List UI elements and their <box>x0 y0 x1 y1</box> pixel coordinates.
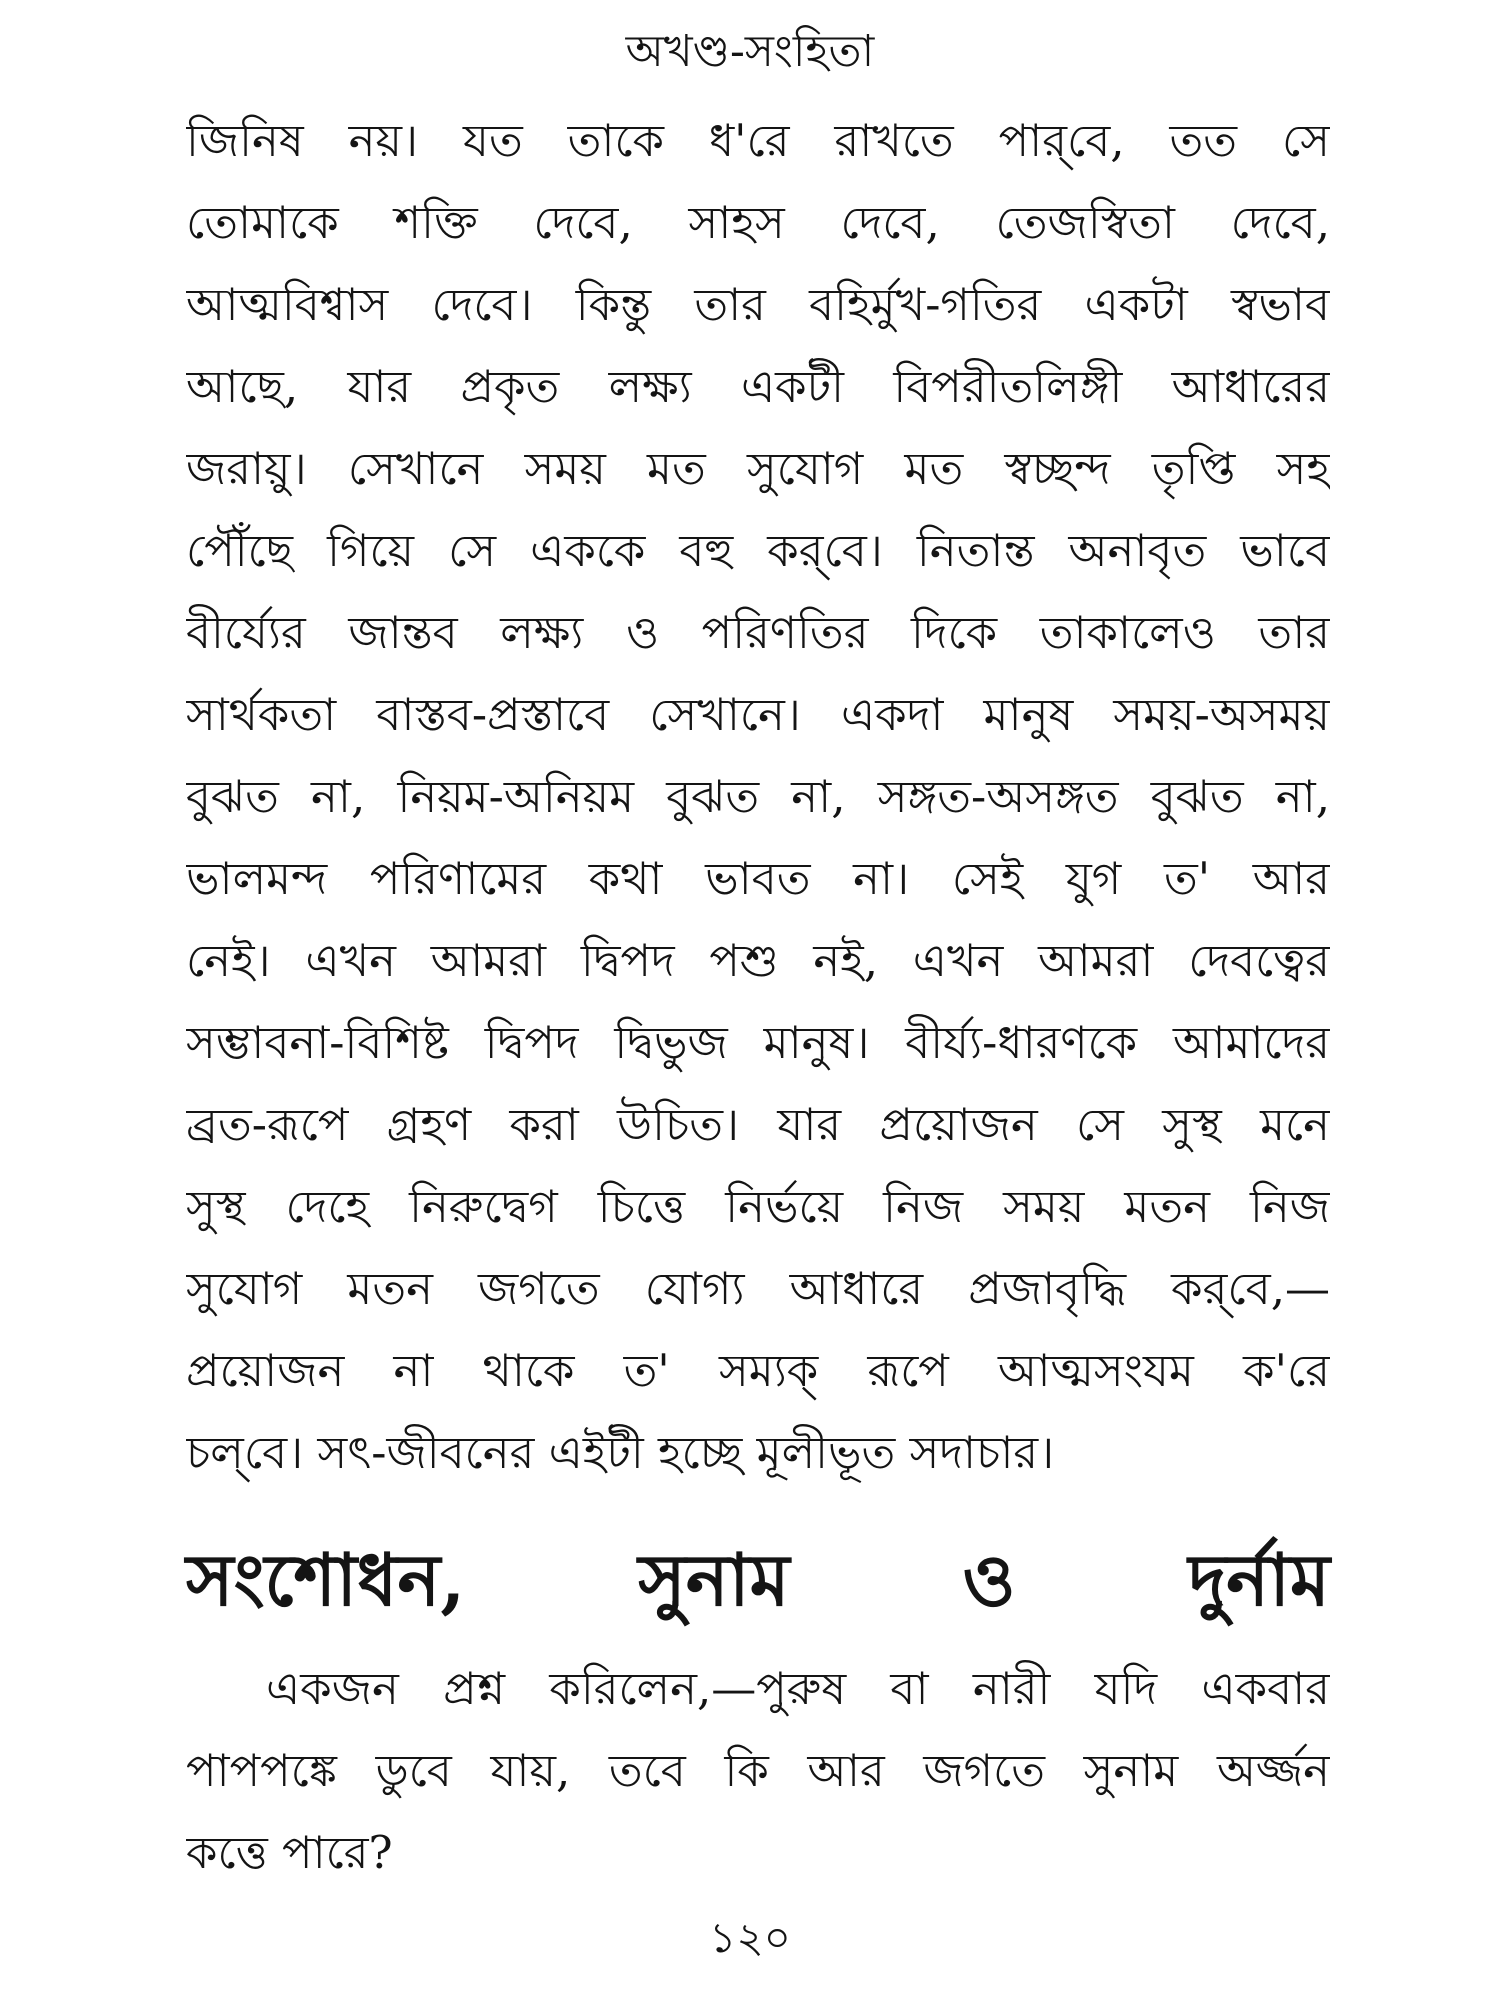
paragraph-line: ভালমন্দ পরিণামের কথা ভাবত না। সেই যুগ ত' আর <box>186 852 1330 905</box>
paragraph-line: বুঝত না, নিয়ম-অনিয়ম বুঝত না, সঙ্গত-অসঙ্গত বুঝত না, <box>186 770 1330 823</box>
question-paragraph <box>186 1648 1330 1894</box>
paragraph-line: নেই। এখন আমরা দ্বিপদ পশু নই, এখন আমরা দেবত্বের <box>186 934 1330 987</box>
paragraph-line: পাপপঙ্কে ডুবে যায়, তবে কি আর জগতে সুনাম অর্জ্জন <box>186 1744 1330 1797</box>
paragraph-line: পৌঁছে গিয়ে সে এককে বহু কর্‌বে। নিতান্ত অনাবৃত ভাবে <box>186 524 1330 577</box>
paragraph-line: সুযোগ মতন জগতে যোগ্য আধারে প্রজাবৃদ্ধি কর্‌বে,— <box>186 1262 1330 1315</box>
paragraph-line: সুস্থ দেহে নিরুদ্বেগ চিত্তে নির্ভয়ে নিজ সময় মতন নিজ <box>186 1180 1330 1233</box>
paragraph-line: জরায়ু। সেখানে সময় মত সুযোগ মত স্বচ্ছন্দ তৃপ্তি সহ <box>186 442 1330 495</box>
paragraph-line: সম্ভাবনা-বিশিষ্ট দ্বিপদ দ্বিভুজ মানুষ। বীর্য্য-ধারণকে আমাদের <box>186 1016 1330 1069</box>
paragraph-line: ব্রত-রূপে গ্রহণ করা উচিত। যার প্রয়োজন সে সুস্থ মনে <box>186 1098 1330 1151</box>
paragraph-line: তোমাকে শক্তি দেবে, সাহস দেবে, তেজস্বিতা দেবে, <box>186 196 1330 249</box>
section-heading: সংশোধন, সুনাম ও দুর্নাম <box>186 1537 1330 1622</box>
paragraph-line: আত্মবিশ্বাস দেবে। কিন্তু তার বহির্মুখ-গতির একটা স্বভাব <box>186 278 1330 331</box>
paragraph-line: কত্তে পারে? <box>186 1826 393 1879</box>
paragraph-line: চল্‌বে। সৎ-জীবনের এইটী হচ্ছে মূলীভূত সদাচার। <box>186 1426 1055 1479</box>
body-paragraph <box>186 100 1330 1494</box>
paragraph-line: একজন প্রশ্ন করিলেন,—পুরুষ বা নারী যদি একবার <box>266 1662 1330 1715</box>
paragraph-line: প্রয়োজন না থাকে ত' সম্যক্‌ রূপে আত্মসংযম ক'রে <box>186 1344 1330 1397</box>
page-number: ১২০ <box>709 1913 791 1962</box>
paragraph-line: জিনিষ নয়। যত তাকে ধ'রে রাখতে পার্‌বে, তত সে <box>186 114 1330 167</box>
paragraph-line: সার্থকতা বাস্তব-প্রস্তাবে সেখানে। একদা মানুষ সময়-অসময় <box>186 688 1330 741</box>
paragraph-line: বীর্য্যের জান্তব লক্ষ্য ও পরিণতির দিকে তাকালেও তার <box>186 606 1330 659</box>
paragraph-line: আছে, যার প্রকৃত লক্ষ্য একটী বিপরীতলিঙ্গী আধারের <box>186 360 1330 413</box>
running-header: অখণ্ড-সংহিতা <box>625 26 875 77</box>
